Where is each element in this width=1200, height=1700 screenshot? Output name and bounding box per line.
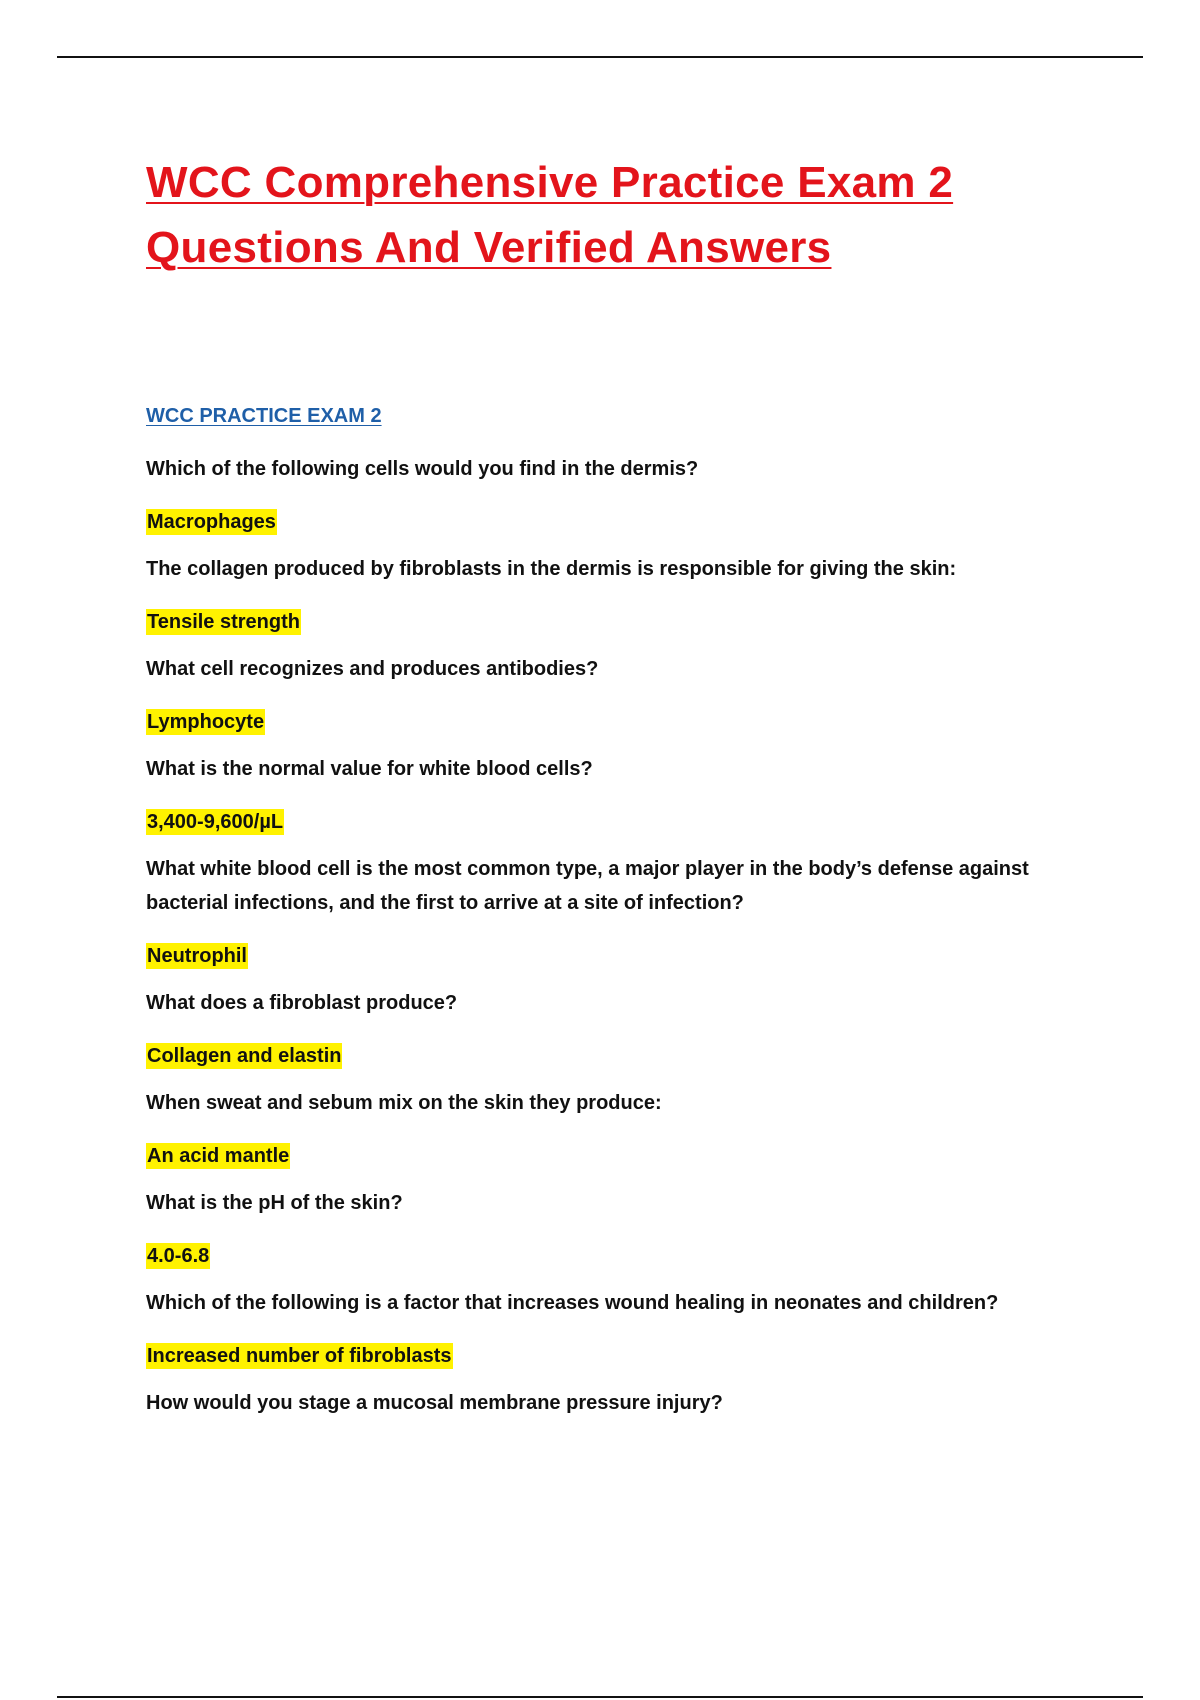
question-text: Which of the following is a factor that increases wound healing in neonates and children? (146, 1292, 999, 1314)
answer-row (146, 708, 1106, 736)
answer-row (146, 1242, 1106, 1270)
bottom-rule (57, 1696, 1143, 1698)
answer-row (146, 608, 1106, 636)
highlighted-answer: Increased number of fibroblasts (147, 1345, 452, 1367)
question-text: How would you stage a mucosal membrane pressure injury? (146, 1392, 723, 1414)
answer-row (146, 1342, 1106, 1370)
highlighted-answer: Lymphocyte (147, 711, 265, 733)
highlighted-answer: 4.0-6.8 (147, 1245, 210, 1267)
highlighted-answer: Neutrophil (147, 945, 247, 967)
document-title (146, 150, 1106, 280)
highlighted-answer: 3,400-9,600/µL (147, 811, 284, 833)
question-text: What is the pH of the skin? (146, 1192, 403, 1214)
title-line-2: Questions And Verified Answers (146, 223, 832, 272)
title-line-1: WCC Comprehensive Practice Exam 2 (146, 158, 954, 207)
qa-list (146, 452, 1106, 1442)
question-text: What white blood cell is the most common type, a major player in the body’s defense against bacterial infections, and the first to arrive at a site of infection? (146, 858, 1029, 914)
highlighted-answer: Collagen and elastin (147, 1045, 342, 1067)
highlighted-answer: Tensile strength (147, 611, 300, 633)
answer-row (146, 1042, 1106, 1070)
question-text: What is the normal value for white blood cells? (146, 758, 593, 780)
question-text: What does a fibroblast produce? (146, 992, 458, 1014)
document-body (146, 150, 1106, 1414)
section-heading[interactable]: WCC PRACTICE EXAM 2 (146, 405, 382, 427)
answer-row (146, 508, 1106, 536)
highlighted-answer: Macrophages (147, 511, 276, 533)
question-text: What cell recognizes and produces antibodies? (146, 658, 599, 680)
question-text: The collagen produced by fibroblasts in the dermis is responsible for giving the skin: (146, 558, 957, 580)
question-text: Which of the following cells would you find in the dermis? (146, 458, 699, 480)
highlighted-answer: An acid mantle (147, 1145, 290, 1167)
answer-row (146, 808, 1106, 836)
question-text: When sweat and sebum mix on the skin they produce: (146, 1092, 662, 1114)
answer-row (146, 942, 1106, 970)
top-rule (57, 56, 1143, 58)
answer-row (146, 1142, 1106, 1170)
